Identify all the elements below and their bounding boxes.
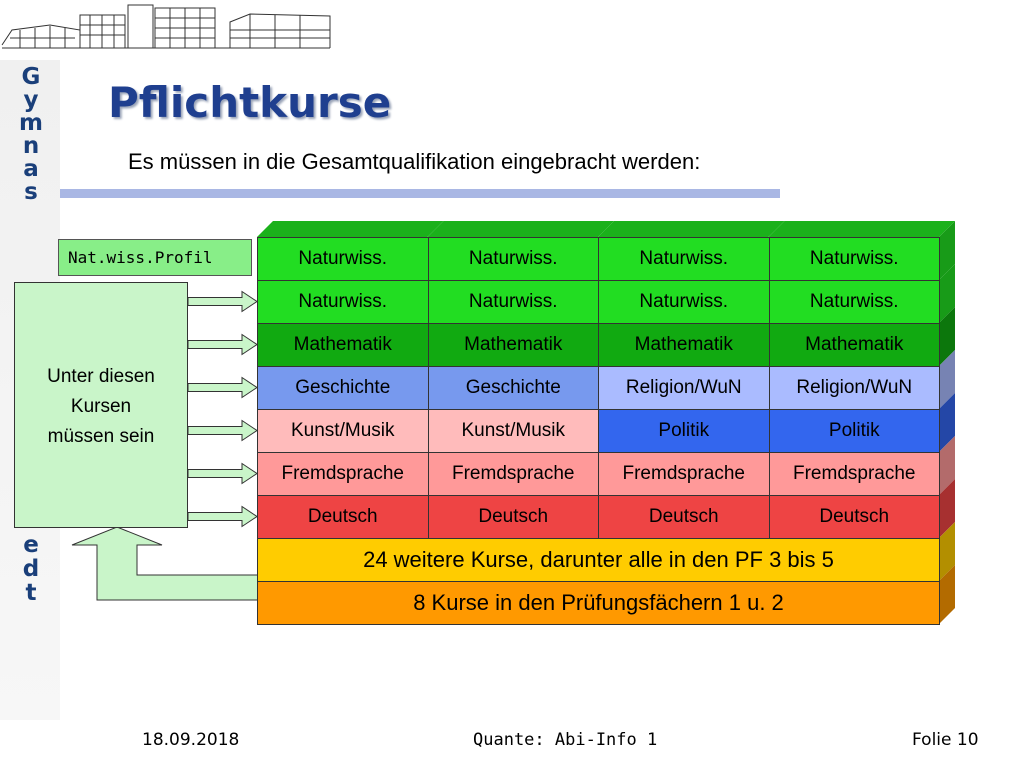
grid-cell: Geschichte	[428, 366, 600, 410]
vertical-letter: m	[19, 110, 43, 136]
page-title: Pflichtkurse	[108, 78, 392, 127]
cell-top-face	[598, 221, 785, 237]
grid-cell: Mathematik	[257, 323, 429, 367]
callout-line-2: Kursen	[70, 396, 132, 417]
grid-cell: Deutsch	[598, 495, 770, 539]
footer-slide-number: Folie 10	[912, 730, 979, 750]
vertical-letter: s	[24, 179, 38, 205]
grid-cell: Fremdsprache	[257, 452, 429, 496]
grid-cell: Naturwiss.	[428, 237, 600, 281]
callout-box	[14, 282, 188, 528]
cell-top-face	[769, 221, 956, 237]
footer-date: 18.09.2018	[142, 730, 240, 750]
grid-cell: Fremdsprache	[428, 452, 600, 496]
cell-top-face	[428, 221, 615, 237]
grid-cell: Deutsch	[428, 495, 600, 539]
grid-cell: Naturwiss.	[769, 280, 941, 324]
connector-arrow	[188, 507, 257, 527]
vertical-letter: G	[21, 64, 41, 90]
grid-cell: Naturwiss.	[428, 280, 600, 324]
grid-cell: Naturwiss.	[257, 237, 429, 281]
vertical-letter: d	[22, 556, 40, 582]
grid-cell: Naturwiss.	[257, 280, 429, 324]
grid-cell: Deutsch	[769, 495, 941, 539]
connector-arrow	[188, 378, 257, 398]
grid-cell: Politik	[769, 409, 941, 453]
grid-cell: Deutsch	[257, 495, 429, 539]
grid-cell: Naturwiss.	[598, 280, 770, 324]
vertical-letter: y	[23, 87, 39, 113]
vertical-letter: n	[22, 133, 40, 159]
grid-wide-cell: 8 Kurse in den Prüfungsfächern 1 u. 2	[257, 581, 940, 625]
connector-arrow	[188, 421, 257, 441]
footer-author: Quante: Abi-Info 1	[473, 730, 658, 750]
vertical-letter: e	[23, 532, 39, 558]
grid-cell: Kunst/Musik	[428, 409, 600, 453]
grid-cell: Mathematik	[769, 323, 941, 367]
connector-arrow	[188, 464, 257, 484]
vertical-letter: a	[23, 156, 39, 182]
connector-arrow	[188, 335, 257, 355]
cell-top-face	[257, 221, 444, 237]
callout-line-3: müssen sein	[47, 426, 155, 447]
grid-cell: Naturwiss.	[769, 237, 941, 281]
return-arrow	[72, 527, 258, 600]
grid-cell: Religion/WuN	[598, 366, 770, 410]
grid-cell: Mathematik	[598, 323, 770, 367]
grid-cell: Fremdsprache	[769, 452, 941, 496]
grid-cell: Naturwiss.	[598, 237, 770, 281]
grid-cell: Mathematik	[428, 323, 600, 367]
callout-line-1: Unter diesen	[47, 366, 155, 387]
vertical-letter: t	[25, 580, 37, 606]
grid-cell: Politik	[598, 409, 770, 453]
grid-cell: Kunst/Musik	[257, 409, 429, 453]
grid-wide-cell: 24 weitere Kurse, darunter alle in den PF 3 bis 5	[257, 538, 940, 582]
grid-cell: Religion/WuN	[769, 366, 941, 410]
profil-label: Nat.wiss.Profil	[58, 239, 252, 276]
connector-arrow	[188, 292, 257, 312]
grid-cell: Fremdsprache	[598, 452, 770, 496]
grid-cell: Geschichte	[257, 366, 429, 410]
page-subtitle: Es müssen in die Gesamtqualifikation eingebracht werden:	[128, 149, 701, 174]
